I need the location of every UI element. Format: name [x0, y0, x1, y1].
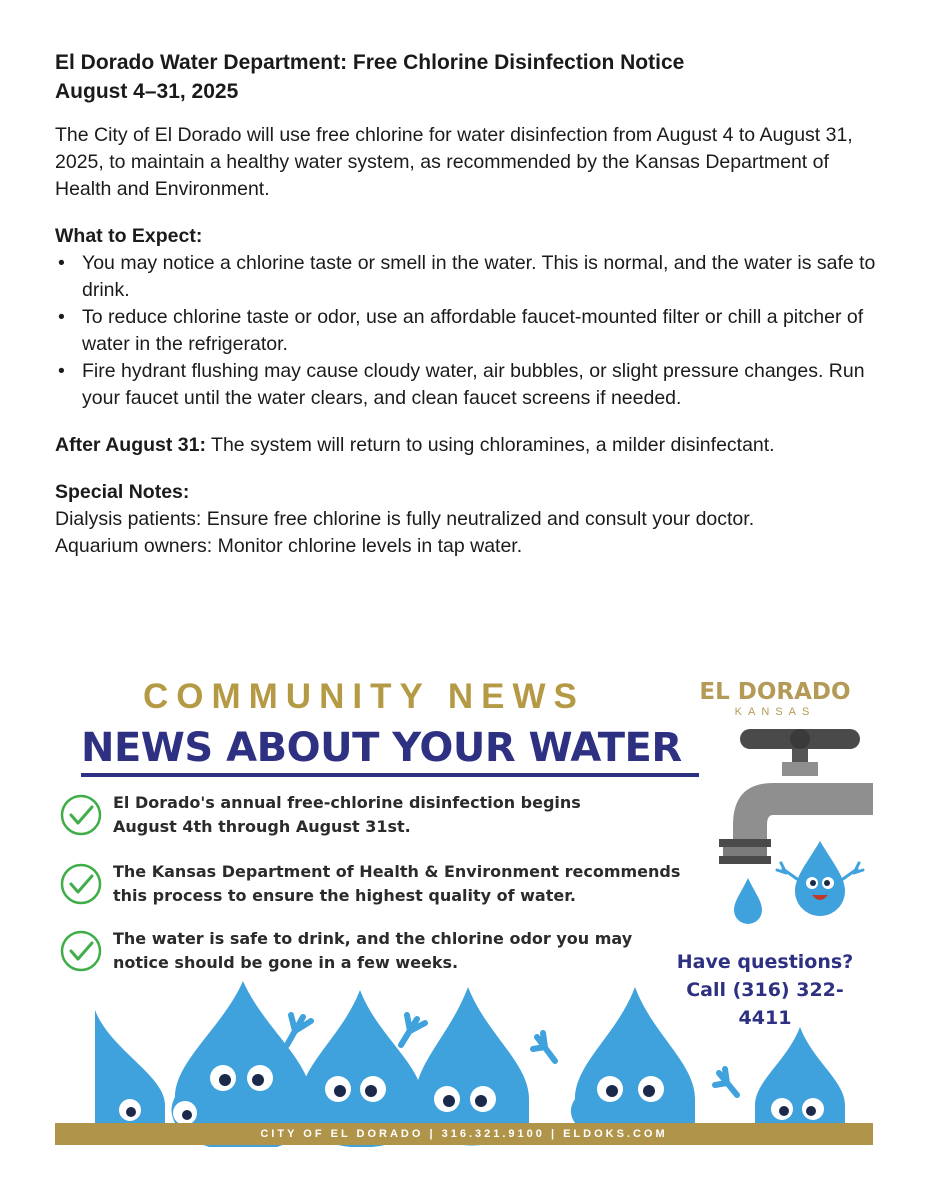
- headline: NEWS ABOUT YOUR WATER: [81, 725, 682, 771]
- questions-line: Have questions?: [676, 951, 854, 973]
- headline-underline: [81, 773, 699, 777]
- check-item-1: El Dorado's annual free-chlorine disinfection begins August 4th through August 31st.: [113, 793, 581, 836]
- after-paragraph: [55, 432, 885, 459]
- water-drop-icon: [734, 878, 762, 924]
- expect-item: • To reduce chlorine taste or odor, use an affordable faucet-mounted filter or chill a pitcher of water in the refrigerator.: [55, 304, 885, 358]
- expect-list: [55, 250, 885, 412]
- faucet-icon: [719, 729, 873, 864]
- community-news-heading: COMMUNITY NEWS: [143, 677, 585, 716]
- expect-heading: What to Expect:: [55, 225, 203, 247]
- notes-heading: Special Notes:: [55, 481, 190, 503]
- note-aquarium: Aquarium owners: Monitor chlorine levels in tap water.: [55, 535, 523, 557]
- note-dialysis: Dialysis patients: Ensure free chlorine is fully neutralized and consult your doctor.: [55, 508, 755, 530]
- check-item-2: The Kansas Department of Health & Environment recommends this process to ensure the highest quality of water.: [113, 862, 681, 905]
- el-dorado-logo: [695, 679, 855, 718]
- community-news-flyer: [55, 665, 875, 1147]
- expect-item: • You may notice a chlorine taste or smell in the water. This is normal, and the water is safe to drink.: [55, 250, 885, 304]
- logo-sub-text: KANSAS: [734, 706, 816, 718]
- notice-intro: The City of El Dorado will use free chlorine for water disinfection from August 4 to August 31, 2025, to maintain a healthy water system, as recommended by the Kansas Department of Health and Environment.: [55, 124, 853, 200]
- notice-title: El Dorado Water Department: Free Chlorine Disinfection Notice August 4–31, 2025: [55, 51, 685, 103]
- expect-item: • Fire hydrant flushing may cause cloudy water, air bubbles, or slight pressure changes. Run your faucet until the water clears, and clean faucet screens if needed.: [55, 358, 885, 412]
- questions-callout: [660, 948, 870, 1032]
- happy-drop-icon: [777, 841, 863, 916]
- drop-character-icon: [715, 1027, 845, 1123]
- notice-section: [55, 48, 885, 560]
- drop-character-icon: [411, 987, 529, 1145]
- check-item-3: The water is safe to drink, and the chlorine odor you may notice should be gone in a few weeks.: [113, 929, 633, 972]
- after-label: After August 31:: [55, 434, 206, 456]
- after-text: The system will return to using chloramines, a milder disinfectant.: [211, 434, 775, 456]
- check-icon: [62, 932, 100, 970]
- check-icon: [62, 865, 100, 903]
- phone-number: Call (316) 322-4411: [686, 979, 844, 1029]
- logo-main-text: EL DORADO: [699, 679, 851, 705]
- footer-bar: CITY OF EL DORADO | 316.321.9100 | ELDOKS.COM: [55, 1123, 873, 1145]
- drop-character-icon: [95, 1010, 165, 1123]
- check-icon: [62, 796, 100, 834]
